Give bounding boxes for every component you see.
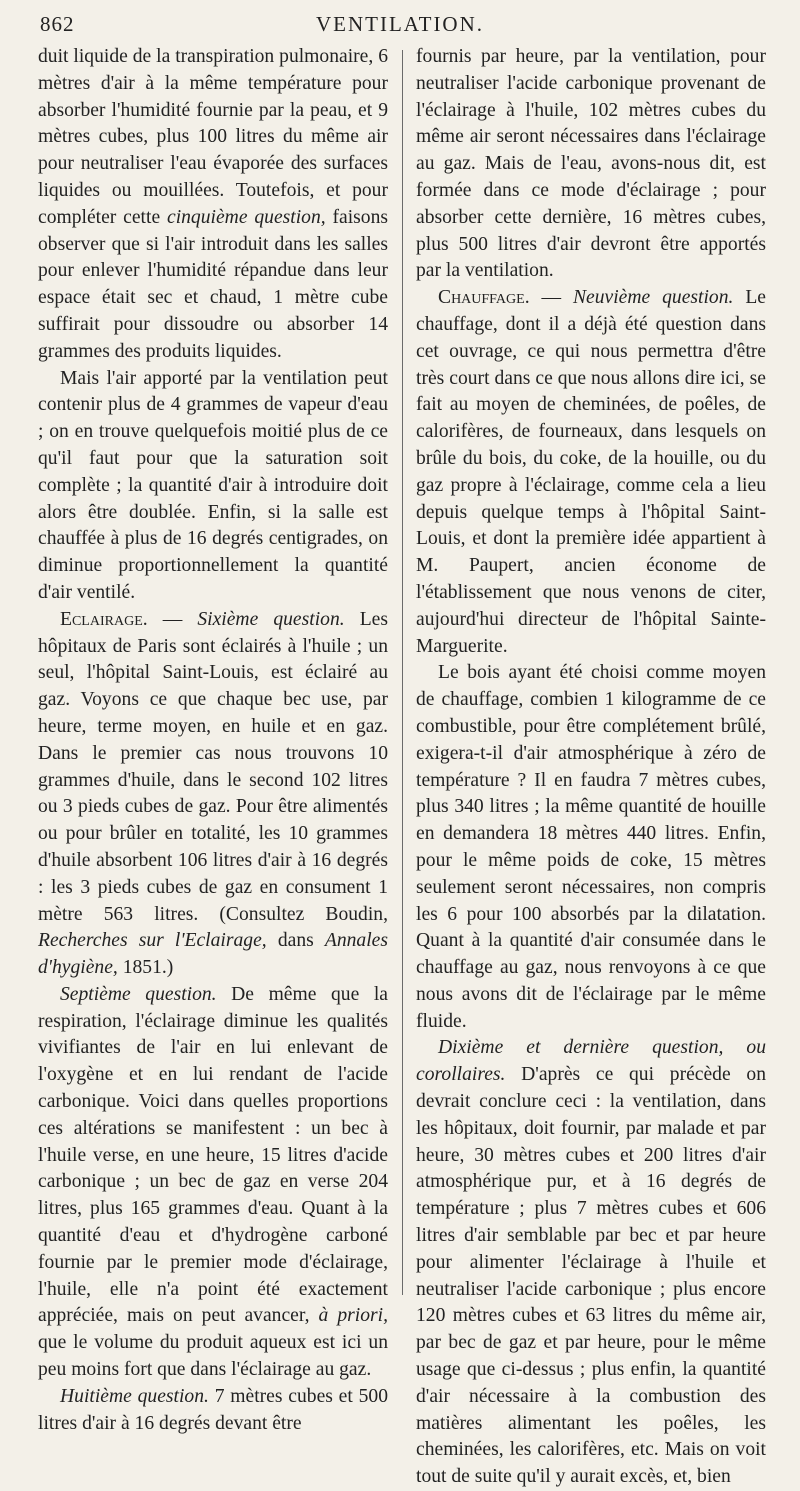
paragraph: fournis par heure, par la ventilation, pour neutraliser l'acide carbonique provenant de l'éclairage à l'huile, 102 mètres cubes du même air seront nécessaires dans l'éclairage au gaz. Mais de l'eau, avons-nous dit, est formée dans ce mode d'éclairage ; pour absorber cette dernière, 16 mètres cubes, plus 500 litres d'air devront être apportés par la ventilation. [416,46,766,282]
page-header [40,12,760,40]
paragraph-huitieme: Huitième question. 7 mètres cubes et 500 litres d'air à 16 degrés devant être [38,1385,388,1434]
running-head: VENTILATION. [315,12,485,36]
paragraph-septieme: Septième question. De même que la respiration, l'éclairage diminue les qualités vivifiantes de l'air en lui enlevant de l'oxygène et en lui rendant de l'acide carbonique. Voici dans quelles proportions ces altérations se manifestent : un bec à l'huile verse, en une heure, 15 litres d'acide carbonique ; un bec de gaz en verse 204 litres, plus 165 grammes d'eau. Quant à la quantité d'eau et d'hydrogène carboné fournie par le premier mode d'éclairage, l'huile, elle n'a point été exactement appréciée, mais on peut avancer, à priori, que le volume du produit aqueux est ici un peu moins fort que dans l'éclairage au gaz. [38,983,389,1381]
section-heading: Chauffage. [438,287,530,309]
paragraph: duit liquide de la transpiration pulmonaire, 6 mètres d'air à la même température pour absorber l'humidité fournie par la peau, et 9 mètres cubes, plus 100 litres du même air pour neutraliser l'eau évaporée des surfaces liquides ou mouillées. Toutefois, et pour compléter cette cinquième question, faisons observer que si l'air introduit dans les salles pour enlever l'humidité répandue dans leur espace était sec et chaud, 1 mètre cube suffirait pour dissoudre ou absorber 14 grammes des produits liquides. [38,46,389,362]
paragraph: Le bois ayant été choisi comme moyen de chauffage, combien 1 kilogramme de ce combustible, pour être complétement brûlé, exigera-t-il d'air atmosphérique à zéro de température ? Il en faudra 7 mètres cubes, plus 340 litres ; la même quantité de houille en demandera 18 mètres 440 litres. Enfin, pour le même poids de coke, 15 mètres seulement seront nécessaires, non compris les 6 pour 100 absorbés par la dilatation. Quant à la quantité d'air consumée dans le chauffage au gaz, nous renvoyons à ce que nous avons dit de l'éclairage par le même fluide. [416,662,766,1032]
page-number: 862 [40,12,75,36]
paragraph-dixieme: Dixième et dernière question, ou corollaires. D'après ce qui précède on devrait conclure ceci : la ventilation, dans les hôpitaux, doit fournir, par malade et par heure, 30 mètres cubes et 200 litres d'air atmosphérique pur, et à 16 degrés de température ; plus 7 mètres cubes et 606 litres d'air semblable par bec et par heure pour alimenter l'éclairage à l'huile et neutraliser l'acide carbonique ; plus encore 120 mètres cubes et 63 litres du même air, par bec de gaz et par heure, pour le même usage que ci-dessus ; plus enfin, la quantité d'air nécessaire à la combustion des matières alimentant les poêles, les cheminées, les calorifères, etc. Mais on voit tout de suite qu'il y aurait excès, et, bien [416,1037,766,1488]
left-column [38,44,388,1437]
paragraph-chauffage: Chauffage. — Neuvième question. Le chauffage, dont il a déjà été question dans cet ouvrage, ce qui nous permettra d'être très court dans ce que nous allons dire ici, se fait au moyen de cheminées, de poêles, de calorifères, de fourneaux, dans lesquels on brûle du bois, du coke, de la houille, ou du gaz propre à l'éclairage, comme cela a lieu depuis quelque temps à l'hôpital Saint-Louis, et dont la première idée appartient à M. Paupert, ancien économe de l'établissement que nous venons de citer, aujourd'hui directeur de l'hôpital Sainte-Marguerite. [416,287,766,657]
paragraph-eclairage: Eclairage. — Sixième question. Les hôpitaux de Paris sont éclairés à l'huile ; un seul, l'hôpital Saint-Louis, est éclairé au gaz. Voyons ce que chaque bec use, par heure, terme moyen, en huile et en gaz. Dans le premier cas nous trouvons 10 grammes d'huile, dans le second 102 litres ou 3 pieds cubes de gaz. Pour être alimentés ou pour brûler en totalité, les 10 grammes d'huile absorbent 106 litres d'air à 16 degrés : les 3 pieds cubes de gaz en consument 1 mètre 563 litres. (Consultez Boudin, Recherches sur l'Eclairage, dans Annales d'hygiène, 1851.) [38,608,388,979]
paragraph: Mais l'air apporté par la ventilation peut contenir plus de 4 grammes de vapeur d'eau ; on en trouve quelquefois moitié plus de ce qu'il faut pour que la saturation soit complète ; la quantité d'air à introduire doit alors être doublée. Enfin, si la salle est chauffée à plus de 16 degrés centigrades, on diminue proportionnellement la quantité d'air ventilé. [38,367,388,603]
right-column [416,44,766,1491]
section-heading: Eclairage. [60,608,148,630]
column-divider [402,50,403,1295]
